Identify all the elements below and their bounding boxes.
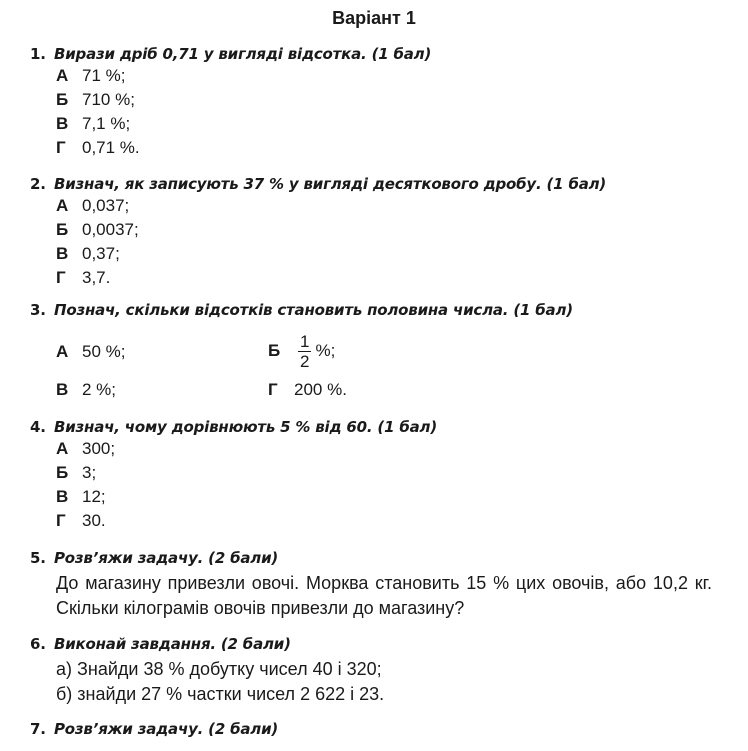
- answer-option-v: В 12;: [56, 487, 106, 506]
- answer-option-v: В 0,37;: [56, 244, 120, 263]
- answer-option-g: Г 30.: [56, 511, 106, 530]
- answer-option-g: Г 0,71 %.: [56, 138, 140, 157]
- fraction: $\frac{1}{2}$: [300, 332, 310, 371]
- question-text: Розв’яжи задачу. (2 бали): [54, 720, 279, 738]
- question-1-header: [30, 44, 712, 64]
- answer-option-b: Б $\frac{1}{2}$ %;: [268, 332, 336, 371]
- question-text: Вирази дріб 0,71 у вигляді відсотка. (1 бал): [54, 45, 432, 63]
- answer-option-b: Б 0,0037;: [56, 220, 139, 239]
- question-text: Познач, скільки відсотків становить половина числа. (1 бал): [54, 301, 573, 319]
- question-5-header: [30, 548, 712, 568]
- answer-option-a: А 50 %;: [56, 342, 126, 361]
- question-6: [30, 634, 712, 707]
- question-number: 2.: [30, 175, 46, 193]
- page-title: Варіант 1: [332, 8, 416, 28]
- question-text: Виконай завдання. (2 бали): [54, 635, 291, 653]
- question-text: Визнач, як записують 37 % у вигляді десяткового дробу. (1 бал): [54, 175, 607, 193]
- answer-option-v: В 7,1 %;: [56, 114, 131, 133]
- answer-option-a: А 0,037;: [56, 196, 130, 215]
- answer-option-g: Г 200 %.: [268, 380, 347, 399]
- question-5: [30, 548, 712, 621]
- answer-option-b: Б 3;: [56, 463, 97, 482]
- question-text: Розв’яжи задачу. (2 бали): [54, 549, 279, 567]
- question-number: 4.: [30, 418, 46, 436]
- question-4-header: [30, 417, 712, 437]
- question-number: 3.: [30, 301, 46, 319]
- question-number: 7.: [30, 720, 46, 738]
- problem-text: До магазину привезли овочі. Морква становить 15 % цих овочів, або 10,2 кг. Скільки кілограмів овочів привезли до магазину?: [56, 573, 712, 618]
- answer-grid: [30, 320, 712, 398]
- question-4: [30, 417, 712, 533]
- question-text: Визнач, чому дорівнюють 5 % від 60. (1 бал): [54, 418, 437, 436]
- question-2: [30, 174, 712, 290]
- subtask-b: б) знайди 27 % частки чисел 2 622 і 23.: [56, 684, 385, 704]
- answer-option-g: Г 3,7.: [56, 268, 111, 287]
- question-number: 1.: [30, 45, 46, 63]
- answer-option-a: А 300;: [56, 439, 116, 458]
- question-7: [30, 719, 712, 739]
- answer-option-b: Б 710 %;: [56, 90, 135, 109]
- question-number: 6.: [30, 635, 46, 653]
- answer-option-v: В 2 %;: [56, 380, 117, 399]
- question-7-header: [30, 719, 712, 739]
- question-number: 5.: [30, 549, 46, 567]
- question-2-header: [30, 174, 712, 194]
- answer-option-a: А 71 %;: [56, 66, 126, 85]
- question-3-header: [30, 300, 712, 320]
- question-3: [30, 300, 712, 398]
- question-6-header: [30, 634, 712, 654]
- subtask-a: а) Знайди 38 % добутку чисел 40 і 320;: [56, 659, 382, 679]
- question-1: [30, 44, 712, 160]
